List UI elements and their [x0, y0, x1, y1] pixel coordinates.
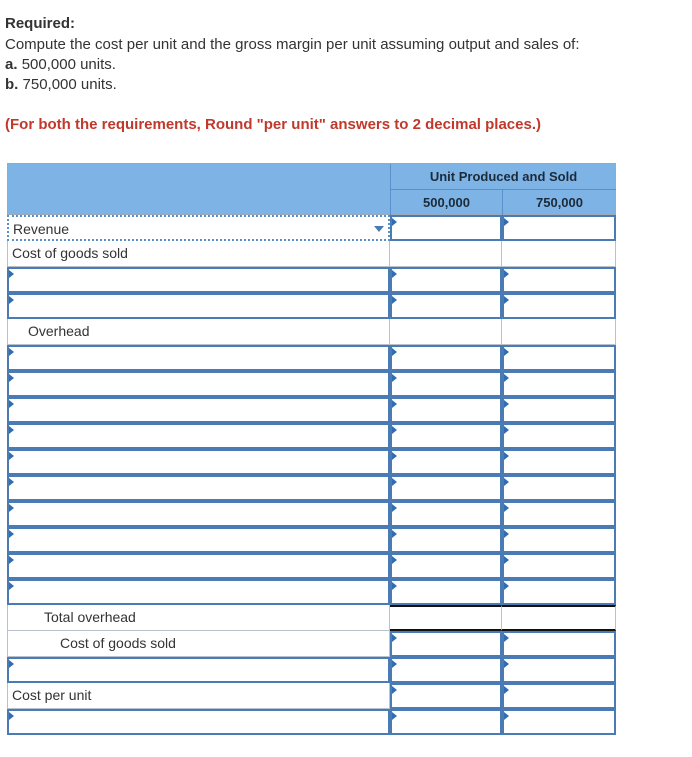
- cogs-entry-1-label-input[interactable]: [7, 267, 390, 293]
- cogs-entry-row-2: [7, 293, 616, 319]
- margin-per-unit-entry-row: [7, 709, 616, 735]
- total-overhead-row: [7, 605, 616, 631]
- cost-per-unit-750000-input[interactable]: [502, 683, 616, 709]
- overhead-entry-4-label-input[interactable]: [7, 423, 390, 449]
- gross-margin-label-input[interactable]: [7, 657, 390, 683]
- option-b-label: b.: [5, 76, 19, 93]
- overhead-entry-1-500000-input[interactable]: [390, 345, 502, 371]
- overhead-entry-7-500000-input[interactable]: [390, 501, 502, 527]
- cogs-total-row: [7, 631, 616, 657]
- chevron-down-icon[interactable]: [374, 226, 384, 232]
- overhead-entry-8-label-input[interactable]: [7, 527, 390, 553]
- overhead-entry-5-label-input[interactable]: [7, 449, 390, 475]
- overhead-entry-5-500000-input[interactable]: [390, 449, 502, 475]
- cogs-heading-cell-2: [502, 241, 616, 267]
- overhead-entry-8-500000-input[interactable]: [390, 527, 502, 553]
- option-b-text: 750,000 units.: [22, 76, 117, 93]
- required-title: Required:: [5, 15, 76, 32]
- total-overhead-label: Total overhead: [7, 605, 390, 631]
- cogs-entry-1-750000-input[interactable]: [502, 267, 616, 293]
- total-overhead-750000: [502, 605, 616, 631]
- total-overhead-500000: [390, 605, 502, 631]
- gross-margin-750000-input[interactable]: [502, 657, 616, 683]
- instruction-text: Compute the cost per unit and the gross margin per unit assuming output and sales of:: [5, 36, 580, 53]
- overhead-entry-6-750000-input[interactable]: [502, 475, 616, 501]
- col-header-750000: 750,000: [502, 190, 616, 216]
- overhead-entry-2-label-input[interactable]: [7, 371, 390, 397]
- overhead-entry-6-label-input[interactable]: [7, 475, 390, 501]
- cogs-entry-row-1: [7, 267, 616, 293]
- cogs-entry-2-500000-input[interactable]: [390, 293, 502, 319]
- overhead-entry-row-1: [7, 345, 616, 371]
- margin-per-unit-label-input[interactable]: [7, 709, 390, 735]
- overhead-entry-row-5: [7, 449, 616, 475]
- overhead-entry-10-500000-input[interactable]: [390, 579, 502, 605]
- overhead-entry-row-9: [7, 553, 616, 579]
- overhead-entry-9-750000-input[interactable]: [502, 553, 616, 579]
- overhead-heading-cell-1: [390, 319, 502, 345]
- cogs-total-500000-input[interactable]: [390, 631, 502, 657]
- overhead-entry-3-750000-input[interactable]: [502, 397, 616, 423]
- margin-per-unit-750000-input[interactable]: [502, 709, 616, 735]
- cogs-total-label: Cost of goods sold: [7, 631, 390, 657]
- overhead-entry-7-750000-input[interactable]: [502, 501, 616, 527]
- overhead-label: Overhead: [7, 319, 390, 345]
- cogs-entry-1-500000-input[interactable]: [390, 267, 502, 293]
- overhead-entry-7-label-input[interactable]: [7, 501, 390, 527]
- overhead-entry-2-750000-input[interactable]: [502, 371, 616, 397]
- gross-margin-entry-row: [7, 657, 616, 683]
- overhead-entry-4-500000-input[interactable]: [390, 423, 502, 449]
- overhead-entry-1-label-input[interactable]: [7, 345, 390, 371]
- cogs-label: Cost of goods sold: [7, 241, 390, 267]
- revenue-500000-input[interactable]: [390, 215, 502, 241]
- option-a: [5, 56, 116, 73]
- overhead-heading-cell-2: [502, 319, 616, 345]
- overhead-entry-row-4: [7, 423, 616, 449]
- overhead-entry-row-6: [7, 475, 616, 501]
- overhead-entry-5-750000-input[interactable]: [502, 449, 616, 475]
- overhead-entry-3-label-input[interactable]: [7, 397, 390, 423]
- overhead-entry-3-500000-input[interactable]: [390, 397, 502, 423]
- col-header-500000: 500,000: [390, 190, 502, 216]
- overhead-entry-10-750000-input[interactable]: [502, 579, 616, 605]
- gross-margin-500000-input[interactable]: [390, 657, 502, 683]
- cogs-entry-2-750000-input[interactable]: [502, 293, 616, 319]
- revenue-750000-input[interactable]: [502, 215, 616, 241]
- overhead-entry-4-750000-input[interactable]: [502, 423, 616, 449]
- group-header: Unit Produced and Sold: [390, 164, 616, 190]
- overhead-entry-10-label-input[interactable]: [7, 579, 390, 605]
- cost-table: [7, 163, 616, 735]
- option-a-text: 500,000 units.: [21, 56, 116, 73]
- overhead-entry-6-500000-input[interactable]: [390, 475, 502, 501]
- cost-per-unit-label: Cost per unit: [7, 683, 390, 709]
- overhead-entry-2-500000-input[interactable]: [390, 371, 502, 397]
- cogs-total-750000-input[interactable]: [502, 631, 616, 657]
- rounding-note: (For both the requirements, Round "per unit" answers to 2 decimal places.): [5, 116, 541, 133]
- cogs-entry-2-label-input[interactable]: [7, 293, 390, 319]
- margin-per-unit-500000-input[interactable]: [390, 709, 502, 735]
- table-header: [7, 163, 616, 215]
- cost-per-unit-row: [7, 683, 616, 709]
- overhead-entry-9-500000-input[interactable]: [390, 553, 502, 579]
- overhead-entry-row-3: [7, 397, 616, 423]
- cogs-heading-row: [7, 241, 616, 267]
- option-a-label: a.: [5, 56, 18, 73]
- overhead-entry-row-7: [7, 501, 616, 527]
- revenue-row: [7, 215, 616, 241]
- overhead-heading-row: [7, 319, 616, 345]
- overhead-entry-row-10: [7, 579, 616, 605]
- overhead-entry-row-8: [7, 527, 616, 553]
- revenue-select[interactable]: [7, 215, 390, 241]
- overhead-entry-9-label-input[interactable]: [7, 553, 390, 579]
- overhead-entry-row-2: [7, 371, 616, 397]
- overhead-entry-1-750000-input[interactable]: [502, 345, 616, 371]
- cogs-heading-cell-1: [390, 241, 502, 267]
- option-b: [5, 76, 117, 93]
- cost-per-unit-500000-input[interactable]: [390, 683, 502, 709]
- revenue-label: Revenue: [13, 221, 70, 237]
- overhead-entry-8-750000-input[interactable]: [502, 527, 616, 553]
